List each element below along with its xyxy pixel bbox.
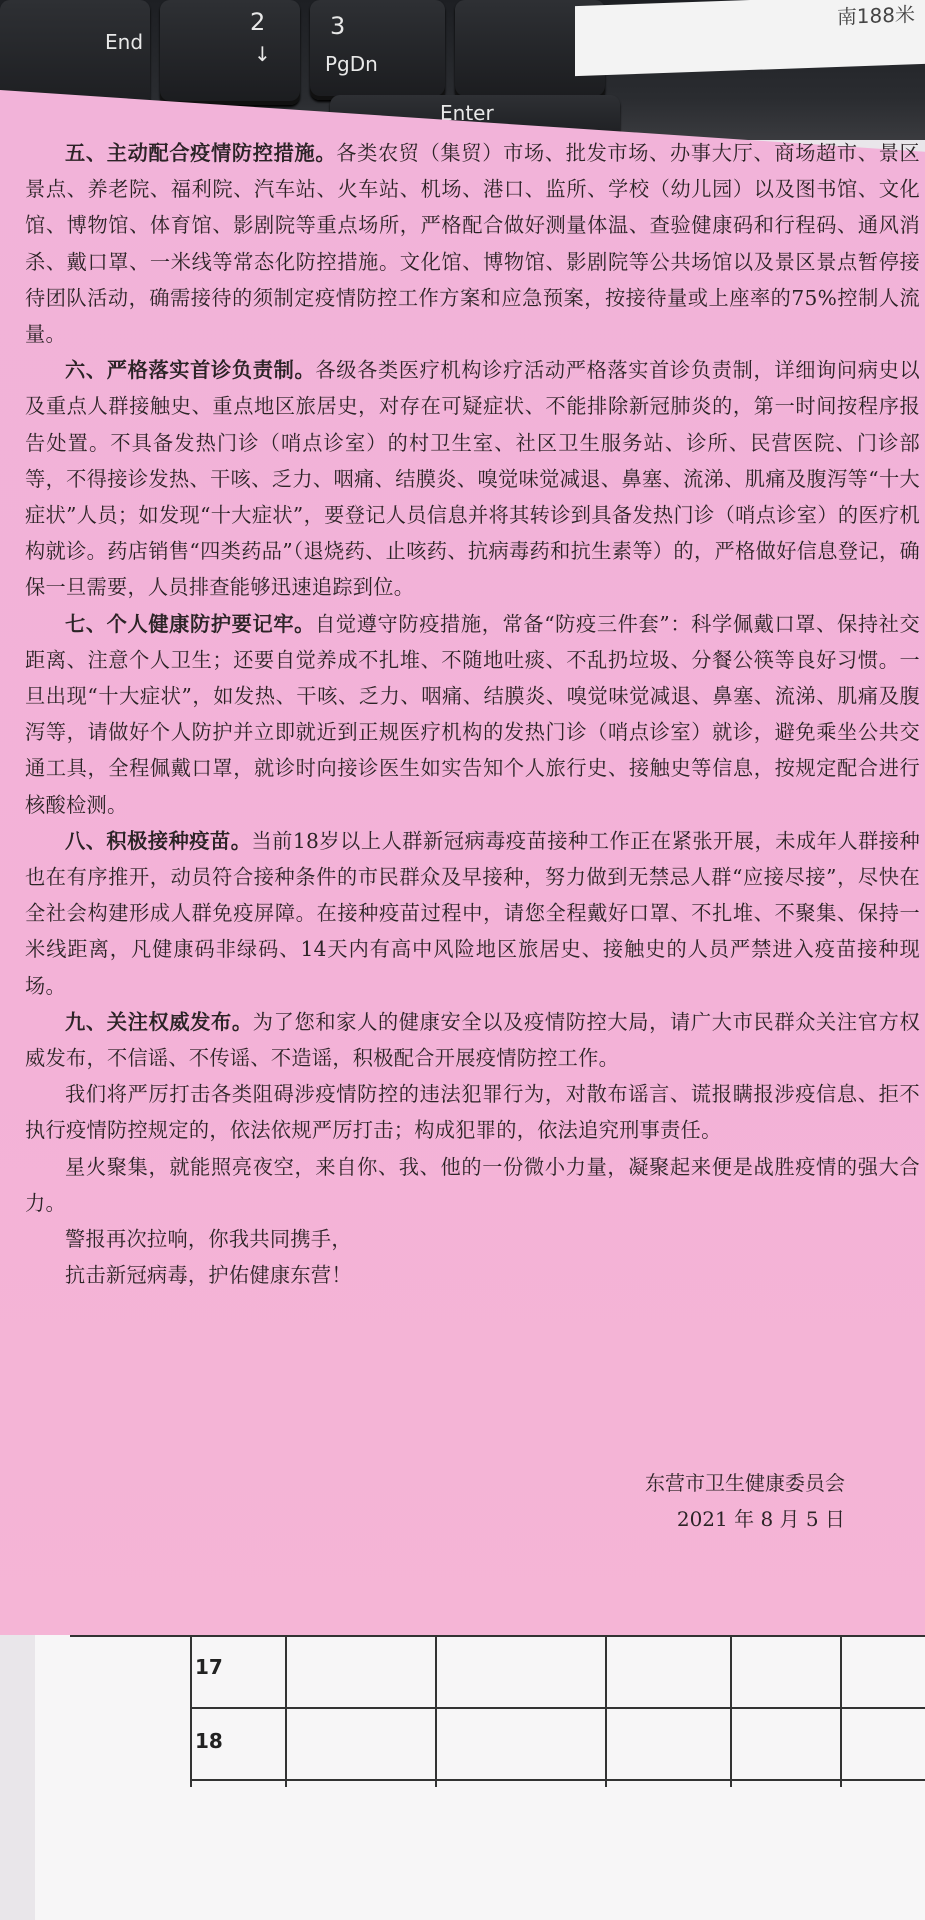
key-label: Enter	[440, 101, 494, 125]
table-row	[190, 1709, 925, 1781]
section-text: 当前18岁以上人群新冠病毒疫苗接种工作正在紧张开展，未成年人群接种也在有序推开，动员符合接种条件的市民群众及早接种，努力做到无禁忌人群“应接尽接”，尽快在全社会构建形成人群免疫屏障。在接种疫苗过程中，请您全程戴好口罩、不扎堆、不聚集、保持一米线距离，凡健康码非绿码、14天内有高中风险地区旅居史、接触史的人员严禁进入疫苗接种现场。	[25, 828, 921, 998]
keyboard-key-3	[310, 0, 445, 100]
section-heading: 七、个人健康防护要记牢。	[65, 611, 316, 636]
underlying-table	[70, 1635, 925, 1787]
section-heading: 八、积极接种疫苗。	[65, 828, 252, 853]
section-6	[25, 352, 920, 605]
section-7	[25, 606, 920, 823]
section-9	[25, 1004, 920, 1076]
sticker-label	[575, 0, 925, 76]
key-label: 3	[330, 12, 346, 40]
section-text: 各类农贸（集贸）市场、批发市场、办事大厅、商场超市、景区景点、养老院、福利院、汽车站、火车站、机场、港口、监所、学校（幼儿园）以及图书馆、文化馆、博物馆、体育馆、影剧院等重点场所，严格配合做好测量体温、查验健康码和行程码、通风消杀、戴口罩、一米线等常态化防控措施。文化馆、博物馆、影剧院等公共场馆以及景区景点暂停接待团队活动，确需接待的须制定疫情防控工作方案和应急预案，按接待量或上座率的75%控制人流量。	[25, 141, 920, 347]
table-divider	[190, 1637, 192, 1787]
closing-line-2: 抗击新冠病毒，护佑健康东营！	[65, 1263, 352, 1288]
sticker-text: 南188米	[836, 2, 915, 29]
key-label: PgDn	[325, 52, 378, 76]
table-divider	[285, 1637, 287, 1787]
signature-date: 2021 年 8 月 5 日	[676, 1507, 845, 1531]
paragraph-crackdown: 我们将严厉打击各类阻碍涉疫情防控的违法犯罪行为，对散布谣言、谎报瞒报涉疫信息、拒不执行疫情防控规定的，依法依规严厉打击；构成犯罪的，依法追究刑事责任。	[25, 1082, 920, 1143]
section-heading: 六、严格落实首诊负责制。	[65, 358, 316, 383]
table-divider	[435, 1637, 437, 1787]
key-label: 2	[250, 8, 266, 36]
keyboard-key-2	[160, 0, 300, 105]
section-heading: 九、关注权威发布。	[65, 1009, 253, 1034]
table-divider	[605, 1637, 607, 1787]
arrow-down-icon: ↓	[254, 42, 271, 66]
section-heading: 五、主动配合疫情防控措施。	[65, 141, 337, 165]
signature-org: 东营市卫生健康委员会	[645, 1471, 845, 1495]
section-8	[25, 823, 920, 1004]
section-5	[25, 135, 920, 352]
table-divider	[730, 1637, 732, 1787]
table-divider	[840, 1637, 842, 1787]
section-text: 各级各类医疗机构诊疗活动严格落实首诊负责制，详细询问病史以及重点人群接触史、重点地区旅居史，对存在可疑症状、不能排除新冠肺炎的，第一时间按程序报告处置。不具备发热门诊（哨点诊室）的村卫生室、社区卫生服务站、诊所、民营医院、门诊部等，不得接诊发热、干咳、乏力、咽痛、结膜炎、嗅觉味觉减退、鼻塞、流涕、肌痛及腹泻等“十大症状”人员；如发现“十大症状”，要登记人员信息并将其转诊到具备发热门诊（哨点诊室）的医疗机构就诊。药店销售“四类药品”（退烧药、止咳药、抗病毒药和抗生素等）的，严格做好信息登记，确保一旦需要，人员排查能够迅速追踪到位。	[25, 358, 920, 600]
table-row-number: 18	[195, 1729, 223, 1753]
signature-block	[645, 1465, 845, 1537]
section-text: 自觉遵守防疫措施，常备“防疫三件套”：科学佩戴口罩、保持社交距离、注意个人卫生；还要自觉养成不扎堆、不随地吐痰、不乱扔垃圾、分餐公筷等良好习惯。一旦出现“十大症状”，如发热、干咳、乏力、咽痛、结膜炎、嗅觉味觉减退、鼻塞、流涕、肌痛及腹泻等，请做好个人防护并立即就近到正规医疗机构的发热门诊（哨点诊室）就诊，避免乘坐公共交通工具，全程佩戴口罩，就诊时向接诊医生如实告知个人旅行史、接触史等信息，按规定配合进行核酸检测。	[25, 611, 920, 817]
section-text: 为了您和家人的健康安全以及疫情防控大局，请广大市民群众关注官方权威发布，不信谣、不传谣、不造谣，积极配合开展疫情防控工作。	[25, 1009, 920, 1071]
paragraph-unity: 星火聚集，就能照亮夜空，来自你、我、他的一份微小力量，凝聚起来便是战胜疫情的强大合力。	[25, 1154, 920, 1215]
table-row	[190, 1637, 925, 1709]
closing-line-1: 警报再次拉响，你我共同携手，	[65, 1227, 352, 1252]
key-label: End	[105, 30, 144, 54]
notice-body	[25, 135, 920, 1294]
table-row-number: 17	[195, 1655, 223, 1679]
